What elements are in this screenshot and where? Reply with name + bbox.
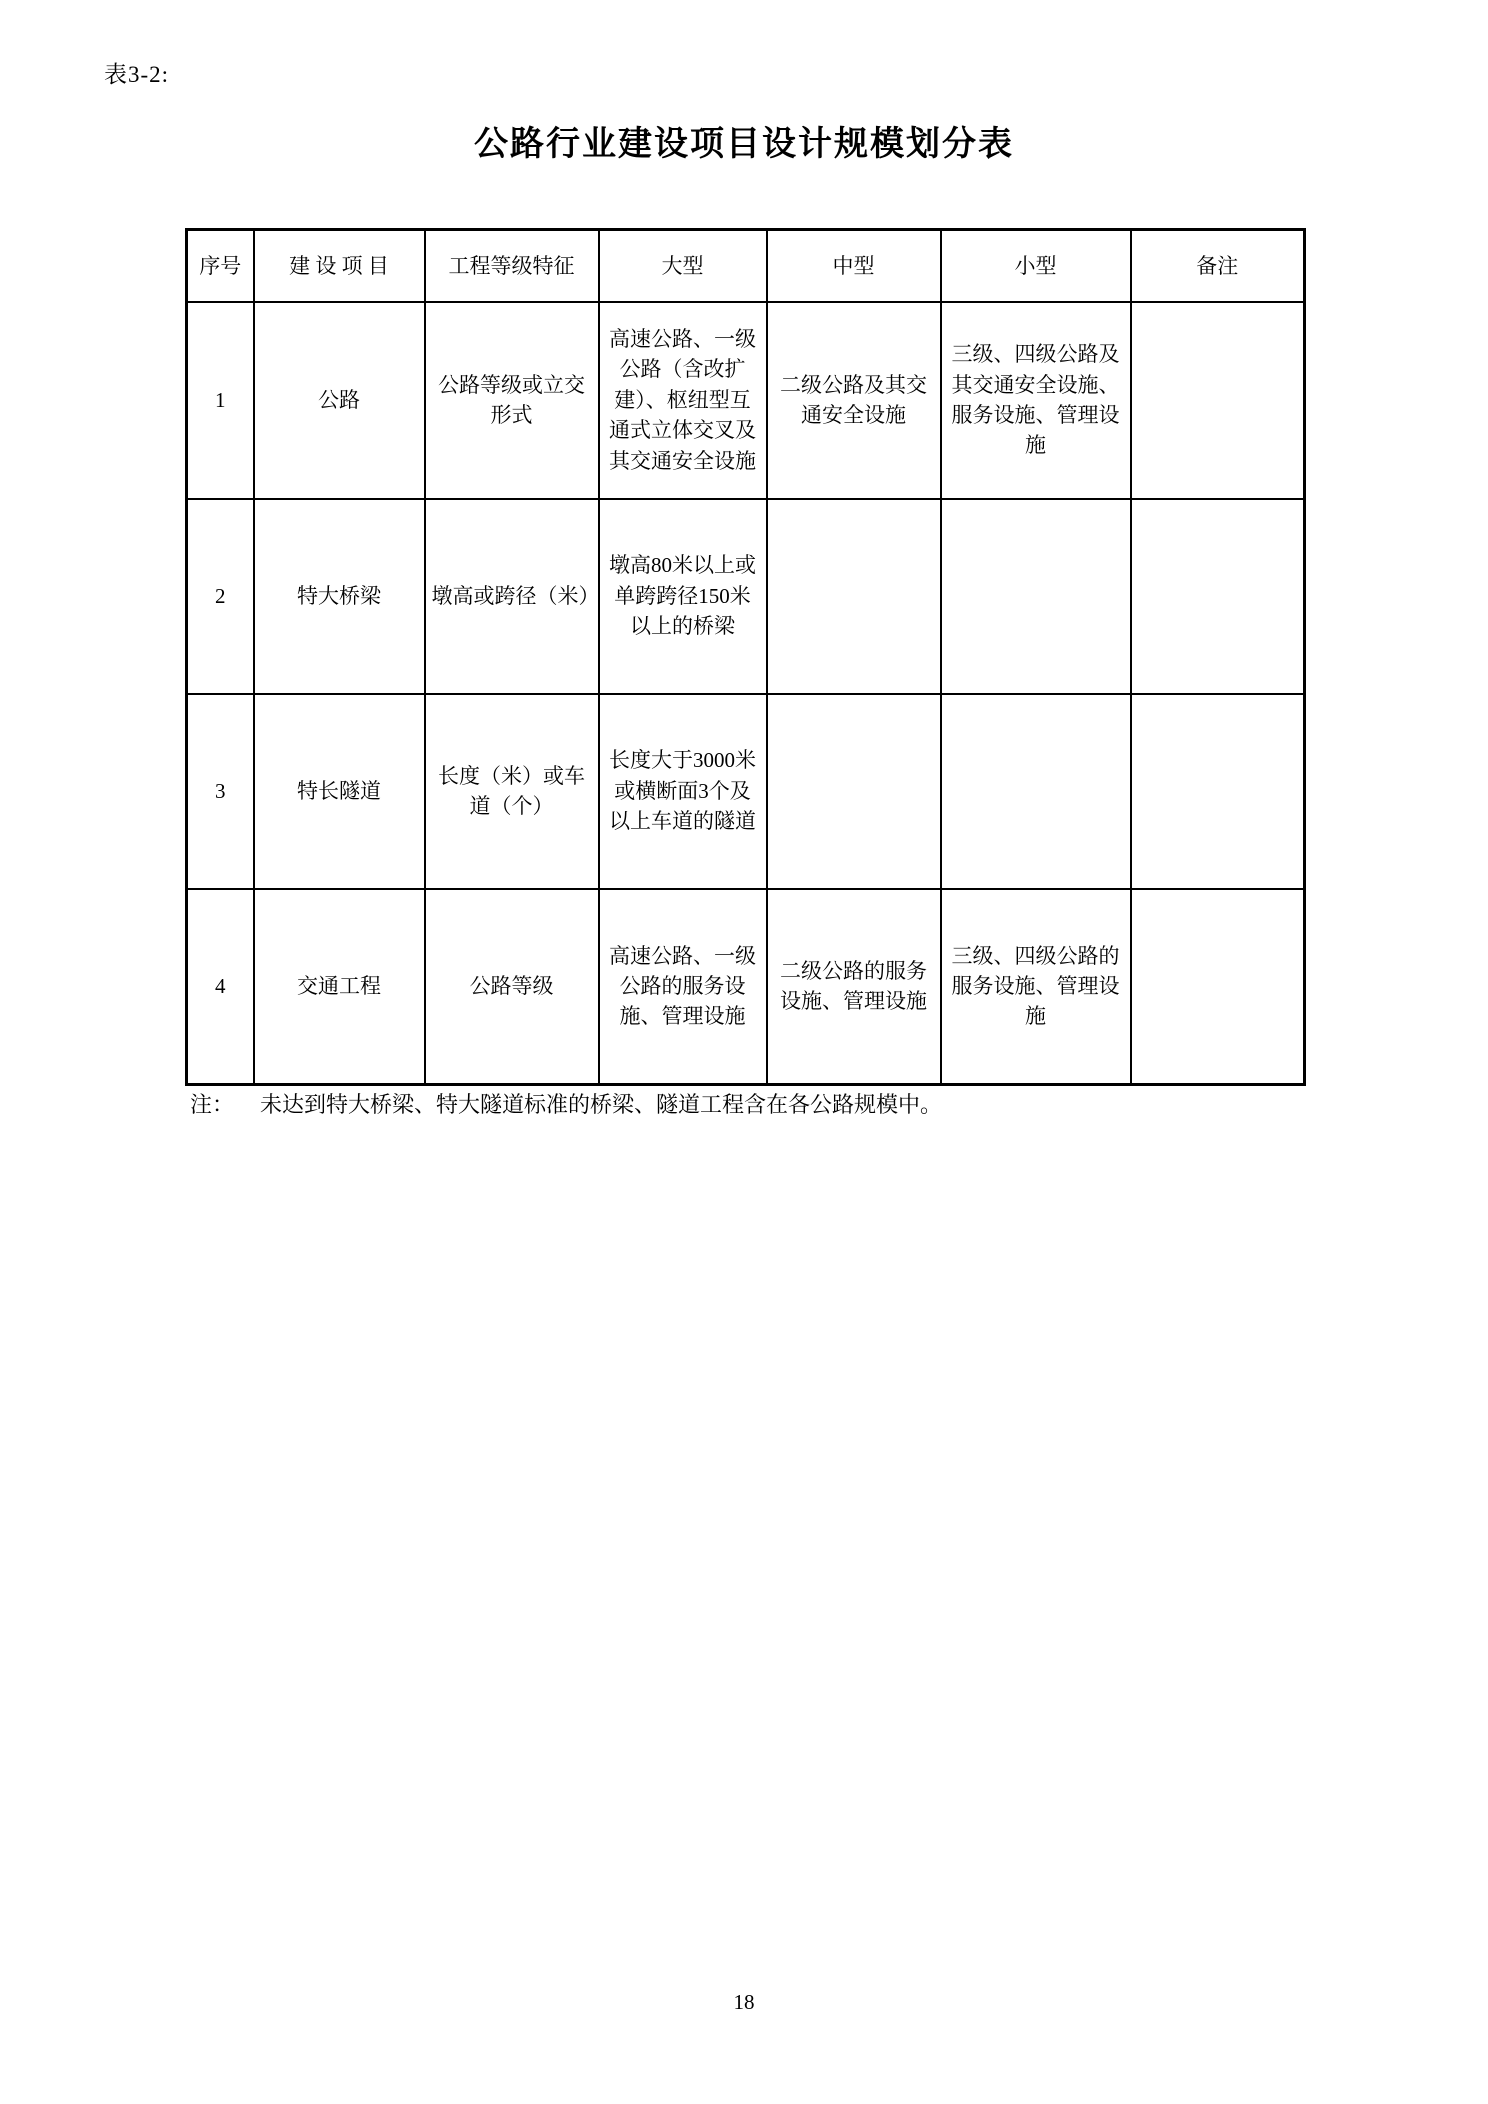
table-number-label: 表3-2:	[104, 62, 170, 87]
table-header-row	[187, 230, 1305, 302]
cell-project: 公路	[254, 302, 425, 499]
cell-medium: 二级公路的服务设施、管理设施	[767, 889, 941, 1085]
cell-medium: 二级公路及其交通安全设施	[767, 302, 941, 499]
cell-small	[941, 694, 1131, 889]
cell-large: 墩高80米以上或单跨跨径150米以上的桥梁	[599, 499, 767, 694]
cell-remark	[1131, 499, 1305, 694]
page-title: 公路行业建设项目设计规模划分表	[474, 125, 1014, 163]
header-large: 大型	[599, 230, 767, 302]
cell-no: 1	[187, 302, 254, 499]
cell-no: 3	[187, 694, 254, 889]
cell-no: 2	[187, 499, 254, 694]
cell-feature: 长度（米）或车道（个）	[425, 694, 599, 889]
table-note	[190, 1088, 1310, 1119]
cell-remark	[1131, 889, 1305, 1085]
cell-project: 特长隧道	[254, 694, 425, 889]
header-construction-project: 建 设 项 目	[254, 230, 425, 302]
cell-small	[941, 499, 1131, 694]
cell-project: 交通工程	[254, 889, 425, 1085]
header-grade-feature: 工程等级特征	[425, 230, 599, 302]
cell-medium	[767, 499, 941, 694]
header-medium: 中型	[767, 230, 941, 302]
page-number: 18	[733, 1990, 755, 2014]
note-label: 注：	[190, 1092, 235, 1117]
cell-large: 高速公路、一级公路的服务设施、管理设施	[599, 889, 767, 1085]
header-small: 小型	[941, 230, 1131, 302]
note-text: 未达到特大桥梁、特大隧道标准的桥梁、隧道工程含在各公路规模中。	[260, 1092, 943, 1117]
table-row	[187, 499, 1305, 694]
scale-division-table	[185, 228, 1306, 1086]
cell-no: 4	[187, 889, 254, 1085]
cell-large: 长度大于3000米或横断面3个及以上车道的隧道	[599, 694, 767, 889]
header-serial-number: 序号	[187, 230, 254, 302]
cell-remark	[1131, 302, 1305, 499]
cell-small: 三级、四级公路的服务设施、管理设施	[941, 889, 1131, 1085]
header-remark: 备注	[1131, 230, 1305, 302]
cell-medium	[767, 694, 941, 889]
cell-project: 特大桥梁	[254, 499, 425, 694]
cell-remark	[1131, 694, 1305, 889]
table-row	[187, 694, 1305, 889]
table-row	[187, 889, 1305, 1085]
table-row	[187, 302, 1305, 499]
cell-feature: 墩高或跨径（米）	[425, 499, 599, 694]
cell-feature: 公路等级	[425, 889, 599, 1085]
cell-feature: 公路等级或立交形式	[425, 302, 599, 499]
cell-small: 三级、四级公路及其交通安全设施、服务设施、管理设施	[941, 302, 1131, 499]
cell-large: 高速公路、一级公路（含改扩建）、枢纽型互通式立体交叉及其交通安全设施	[599, 302, 767, 499]
